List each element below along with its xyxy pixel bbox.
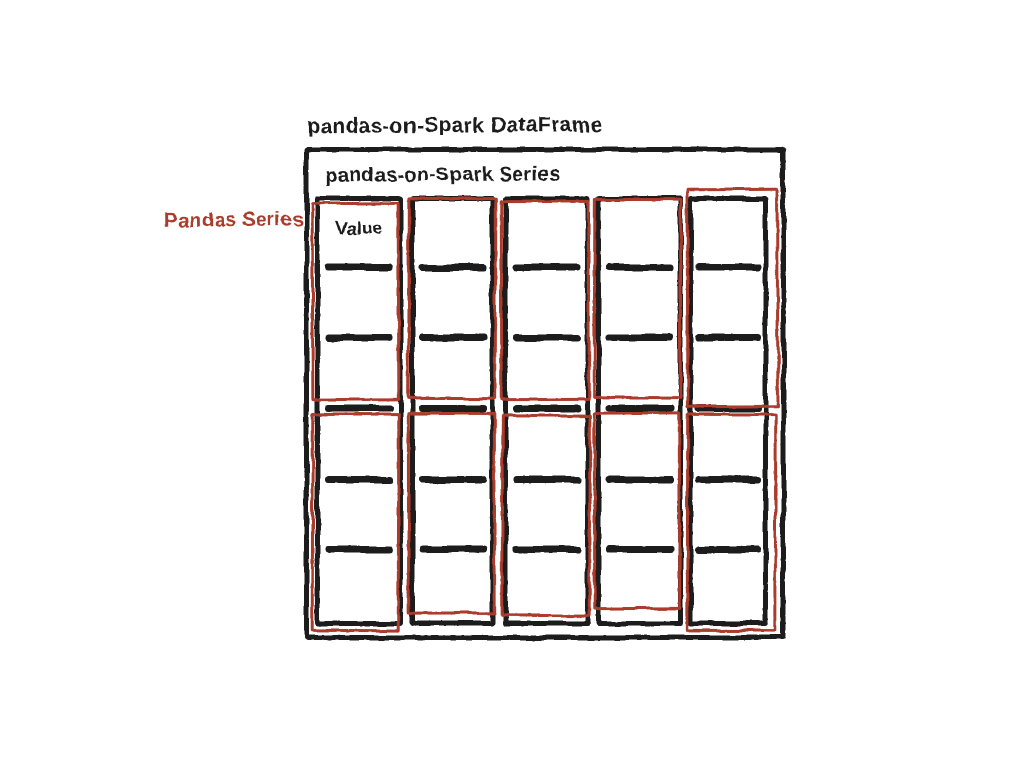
pandas-series-box: [501, 414, 592, 617]
row-mark: [419, 405, 487, 412]
pandas-series-box: [311, 413, 401, 632]
row-mark: [513, 405, 581, 412]
series-column: [596, 196, 683, 626]
pandas-series-label: Pandas Series: [163, 208, 304, 232]
dataframe-title: pandas-on-Spark DataFrame: [306, 113, 603, 138]
pandas-series-box: [686, 413, 777, 632]
pandas-series-box: [593, 412, 682, 610]
row-mark: [325, 405, 393, 412]
series-column: [410, 196, 495, 626]
value-column-header: Value: [335, 217, 383, 239]
pandas-series-box: [407, 412, 496, 615]
series-column: [315, 196, 403, 626]
series-column: [688, 196, 768, 626]
dataframe-box: [304, 147, 786, 640]
series-column: [503, 196, 590, 626]
series-group-label: pandas-on-Spark Series: [324, 163, 561, 187]
pandas-series-box: [593, 198, 683, 399]
pandas-series-box: [686, 188, 780, 408]
pandas-series-box: [407, 197, 498, 400]
pandas-series-box: [500, 200, 591, 401]
pandas-series-box: [311, 202, 401, 401]
